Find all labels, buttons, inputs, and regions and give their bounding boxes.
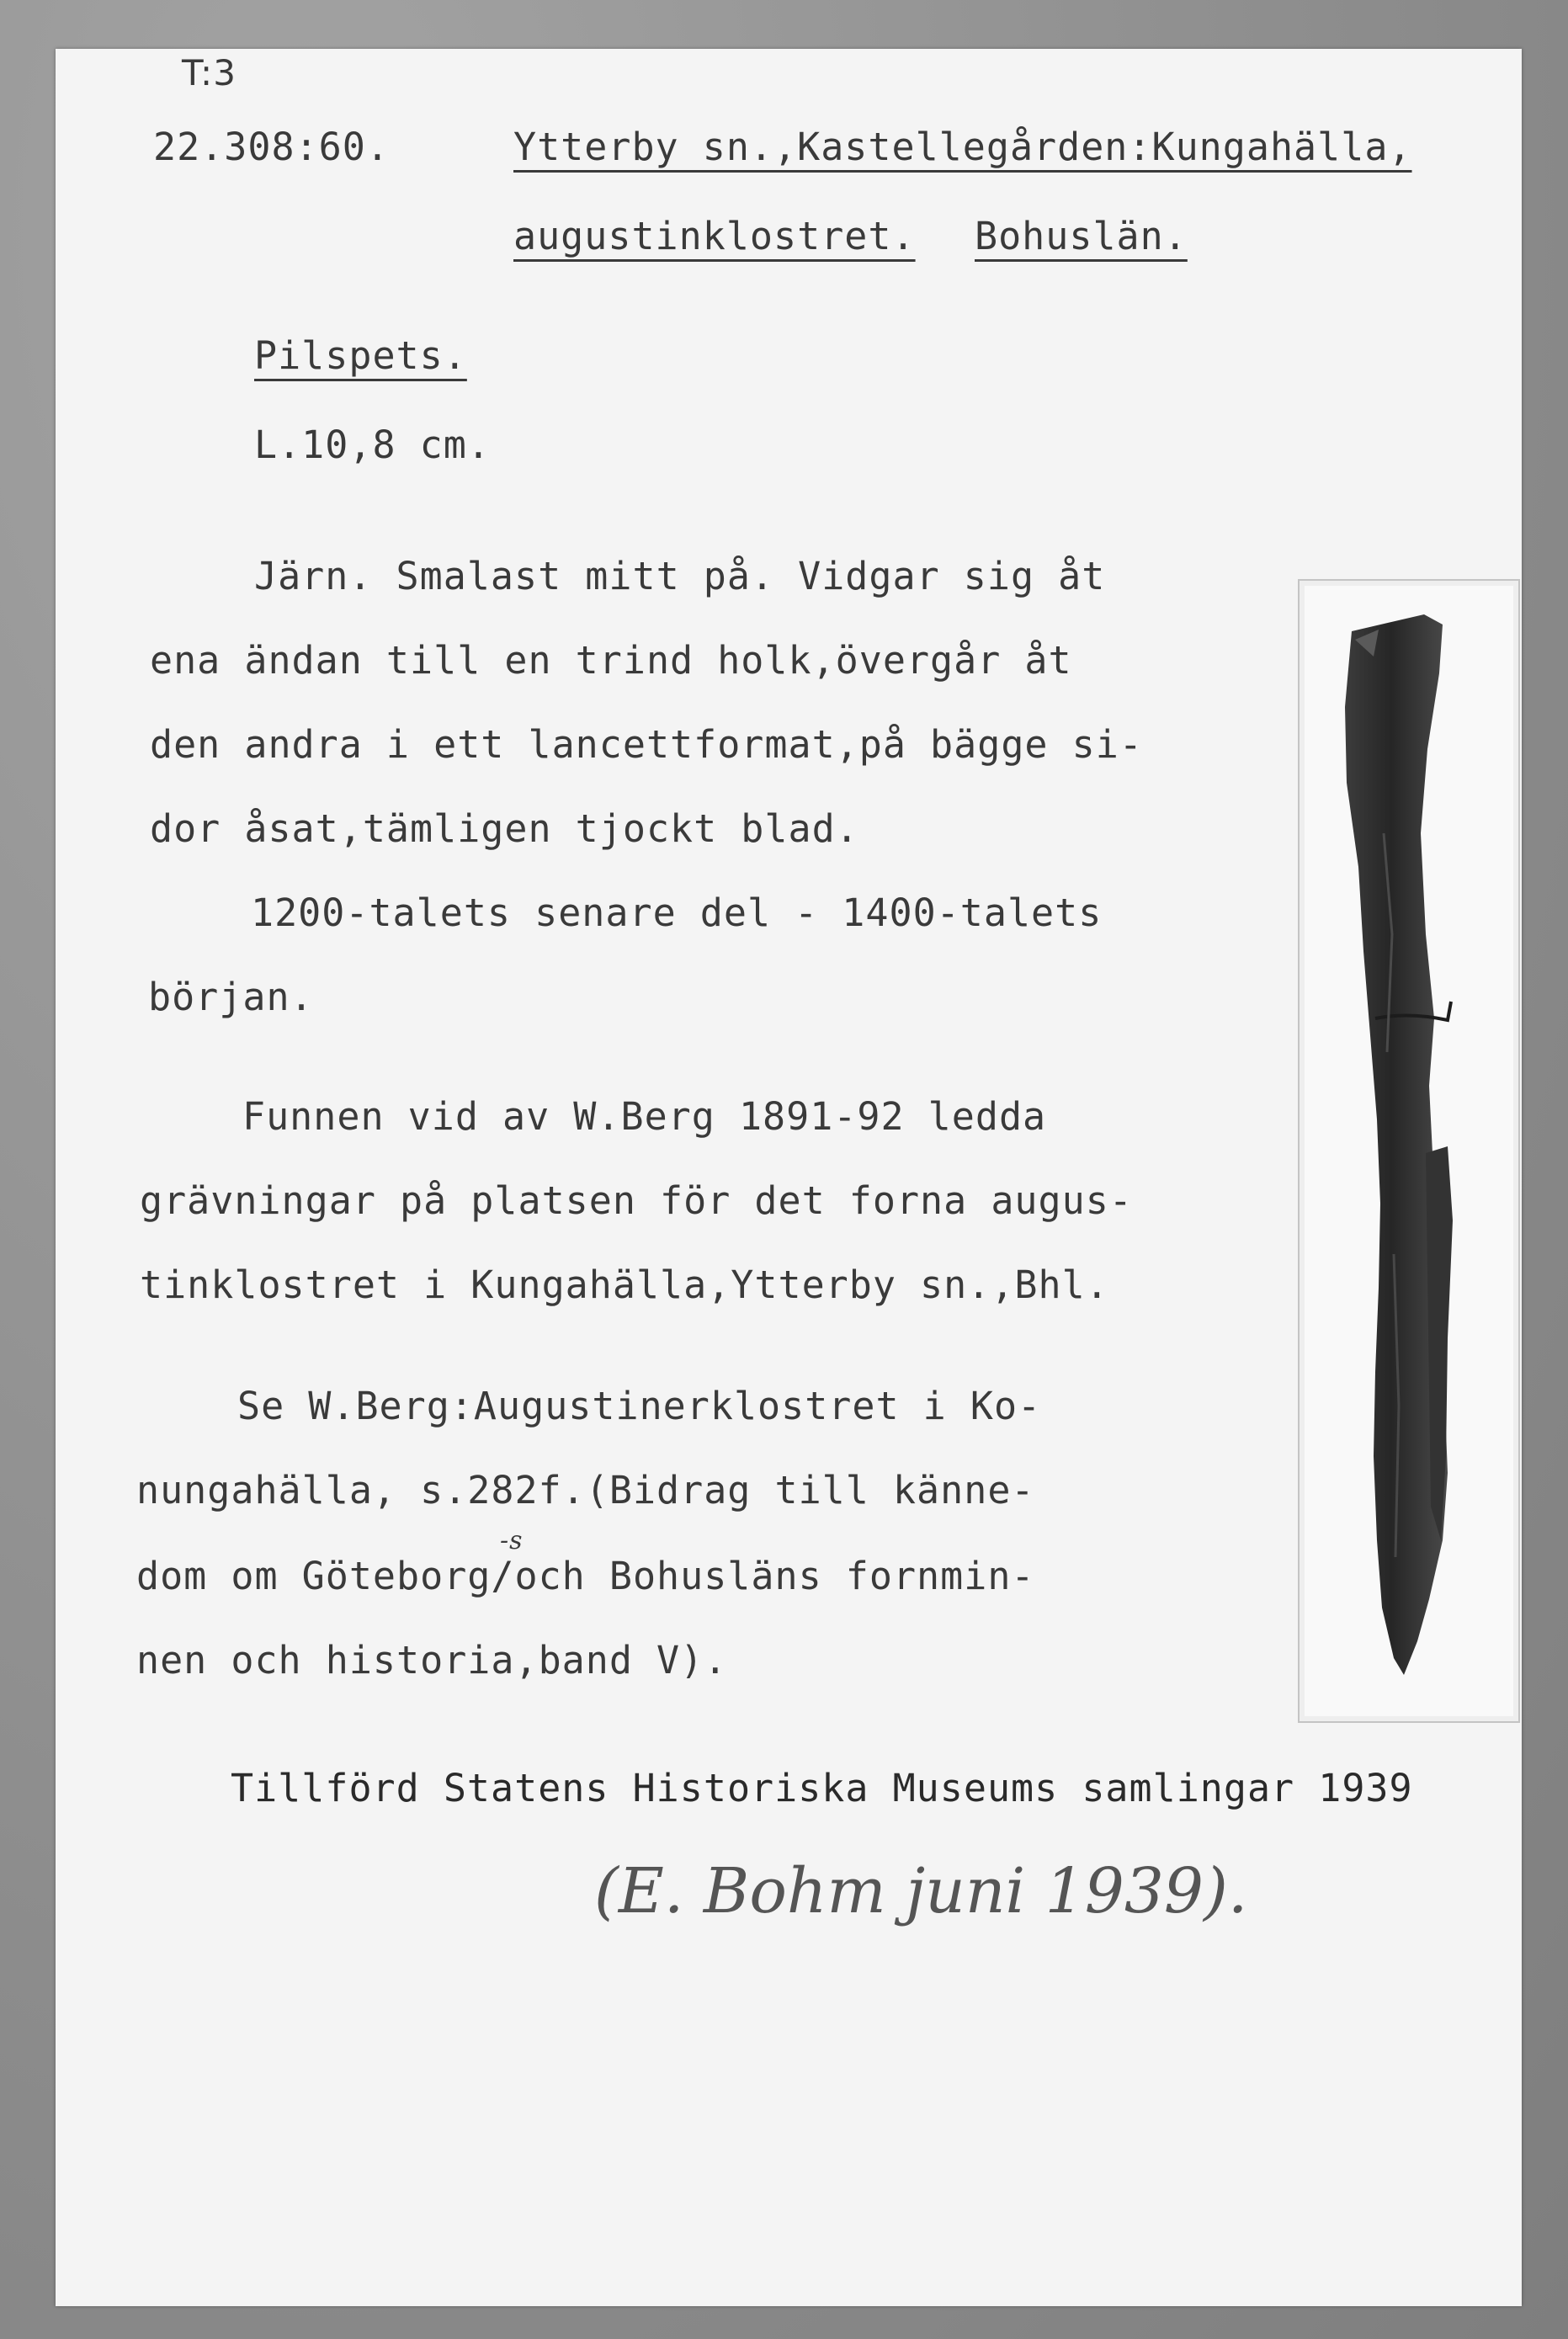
reference-line: nungahälla, s.282f.(Bidrag till känne- [136,1468,1035,1512]
arrowhead-photo [1298,579,1520,1723]
arrowhead-icon [1300,581,1518,1721]
handwritten-signature: (E. Bohm juni 1939). [594,1855,1248,1927]
location-line-1: Ytterby sn.,Kastellegården:Kungahälla, [513,125,1412,169]
acquisition-note: Tillförd Statens Historiska Museums samlingar 1939 [231,1766,1413,1810]
description-line: ena ändan till en trind holk,övergår åt [150,638,1072,683]
catalog-card [56,49,1522,2306]
description-line: den andra i ett lancettformat,på bägge si- [150,722,1143,767]
reference-line: dom om Göteborg/och Bohusläns fornmin- [136,1554,1035,1598]
find-line: tinklostret i Kungahälla,Ytterby sn.,Bhl. [140,1263,1109,1307]
description-line: Järn. Smalast mitt på. Vidgar sig åt [254,554,1106,598]
find-line: Funnen vid av W.Berg 1891-92 ledda [242,1094,1047,1139]
description-line: dor åsat,tämligen tjockt blad. [150,806,859,851]
find-line: grävningar på platsen för det forna augus- [140,1178,1133,1223]
drawer-mark: T:3 [182,52,237,93]
dating-line: början. [148,975,314,1019]
location-line-2b: Bohuslän. [975,214,1188,258]
catalog-number: 22.308:60. [153,125,390,169]
location-line-2a: augustinklostret. [513,214,916,258]
dating-line: 1200-talets senare del - 1400-talets [251,890,1103,935]
reference-line: Se W.Berg:Augustinerklostret i Ko- [237,1384,1042,1428]
object-name: Pilspets. [254,333,467,378]
measurement: L.10,8 cm. [254,423,491,467]
reference-insert: -s [500,1526,524,1555]
reference-line: nen och historia,band V). [136,1638,728,1682]
